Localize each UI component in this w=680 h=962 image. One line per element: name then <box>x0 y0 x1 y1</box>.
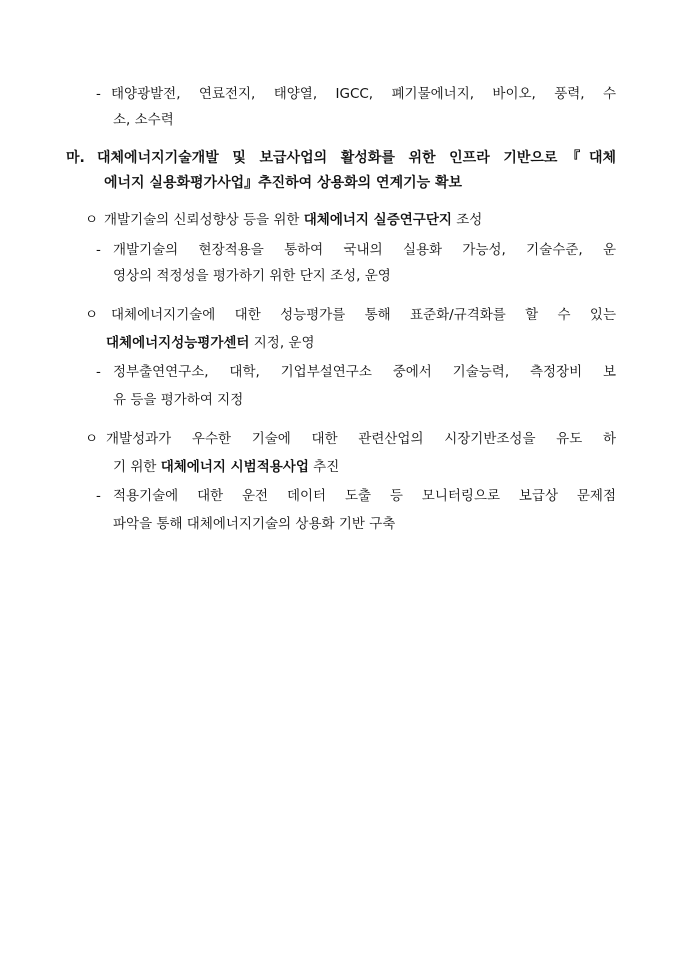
bullet-circle: ㅇ <box>85 212 99 228</box>
item-2-heading-line-1: 대체에너지기술에 대한 성능평가를 통해 표준화/규격화를 할 수 있는 <box>111 307 616 323</box>
item-1-detail-line-1: 개발기술의 현장적용을 통하여 국내의 실용화 가능성, 기술수준, 운 <box>113 242 616 258</box>
item-2-detail-line-2: 유 등을 평가하여 지정 <box>113 392 244 408</box>
dash-marker: - <box>96 364 101 380</box>
energy-list-line-2: 소, 소수력 <box>113 112 174 128</box>
energy-list-line-1: 태양광발전, 연료전지, 태양열, IGCC, 폐기물에너지, 바이오, 풍력, 수 <box>111 86 616 102</box>
item-3-bold-term: 대체에너지 시범적용사업 <box>160 459 309 475</box>
dash-marker: - <box>96 488 101 504</box>
section-marker: 마. <box>66 150 85 166</box>
section-heading-line-2: 에너지 실용화평가사업』추진하여 상용화의 연계기능 확보 <box>104 175 463 191</box>
item-3-detail-line-2: 파악을 통해 대체에너지기술의 상용화 기반 구축 <box>113 516 396 532</box>
item-2-heading-line-2: 대체에너지성능평가센터 지정, 운영 <box>106 335 315 351</box>
item-3-heading-line-2: 기 위한 대체에너지 시범적용사업 추진 <box>113 459 340 475</box>
item-2-bold-term: 대체에너지성능평가센터 <box>106 335 250 351</box>
item-1-heading: 개발기술의 신뢰성향상 등을 위한 대체에너지 실증연구단지 조성 <box>104 212 483 228</box>
item-3-detail-line-1: 적용기술에 대한 운전 데이터 도출 등 모니터링으로 보급상 문제점 <box>113 488 616 504</box>
dash-marker: - <box>96 86 101 102</box>
bullet-circle: ㅇ <box>85 307 99 323</box>
bullet-circle: ㅇ <box>85 431 99 447</box>
section-heading-line-1: 대체에너지기술개발 및 보급사업의 활성화를 위한 인프라 기반으로『대체 <box>97 150 616 166</box>
item-3-heading-line-1: 개발성과가 우수한 기술에 대한 관련산업의 시장기반조성을 유도 하 <box>106 431 616 447</box>
dash-marker: - <box>96 242 101 258</box>
item-1-bold-term: 대체에너지 실증연구단지 <box>303 212 452 228</box>
item-2-detail-line-1: 정부출연연구소, 대학, 기업부설연구소 중에서 기술능력, 측정장비 보 <box>113 364 616 380</box>
item-1-detail-line-2: 영상의 적정성을 평가하기 위한 단지 조성, 운영 <box>113 268 391 284</box>
